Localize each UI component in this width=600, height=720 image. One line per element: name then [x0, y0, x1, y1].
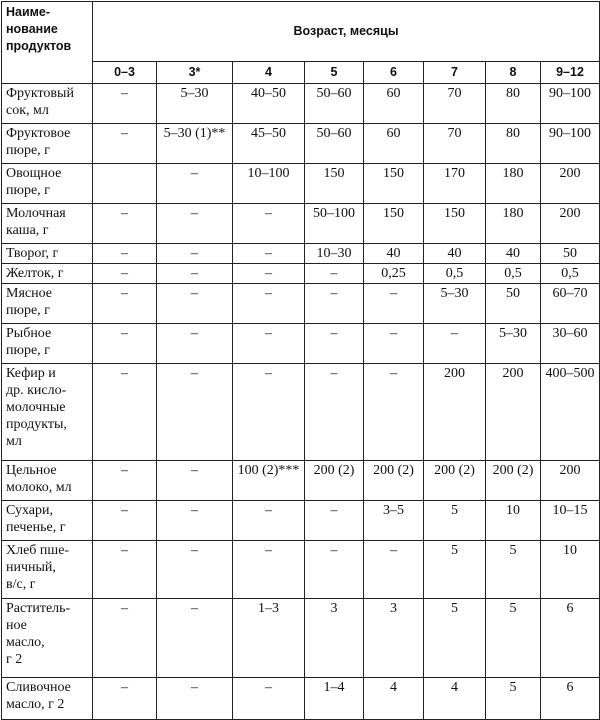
header-name-line: Наиме-: [6, 5, 51, 19]
header-name-line: нование: [6, 22, 58, 36]
value-cell: 5–30: [486, 324, 541, 364]
value-cell: 50–60: [305, 124, 364, 164]
value-cell: –: [424, 324, 486, 364]
value-cell: –: [305, 541, 364, 599]
value-cell: 200: [541, 164, 600, 204]
product-name-cell: [2, 324, 93, 364]
value-cell: –: [93, 284, 157, 324]
table-row: [2, 284, 600, 324]
value-cell: 200 (2): [486, 461, 541, 501]
age-header: 0–3: [93, 62, 157, 84]
value-cell: 70: [424, 84, 486, 124]
product-name-cell: [2, 164, 93, 204]
column-header-product: [2, 2, 93, 84]
value-cell: –: [305, 284, 364, 324]
table-row: [2, 244, 600, 264]
table-row: [2, 501, 600, 541]
value-cell: –: [93, 678, 157, 720]
product-name-line: пюре, г: [6, 303, 50, 318]
product-name-line: г 2: [6, 652, 23, 667]
value-cell: 3: [364, 599, 424, 678]
table-row: [2, 324, 600, 364]
value-cell: 70: [424, 124, 486, 164]
value-cell: 200 (2): [424, 461, 486, 501]
value-cell: 5: [486, 599, 541, 678]
product-name-cell: [2, 541, 93, 599]
value-cell: 10–30: [305, 244, 364, 264]
product-name-line: продукты,: [6, 417, 67, 432]
value-cell: 40: [486, 244, 541, 264]
age-header: 7: [424, 62, 486, 84]
value-cell: –: [93, 599, 157, 678]
product-name-line: Овощное: [6, 166, 62, 181]
product-name-line: сок, мл: [6, 103, 49, 118]
product-name-line: Цельное: [6, 463, 57, 478]
value-cell: –: [233, 284, 305, 324]
value-cell: –: [157, 244, 233, 264]
value-cell: 5: [486, 541, 541, 599]
value-cell: 6: [541, 599, 600, 678]
value-cell: 40: [364, 244, 424, 264]
product-name-line: молочные: [6, 400, 66, 415]
value-cell: –: [157, 541, 233, 599]
product-name-line: Кефир и: [6, 366, 56, 381]
value-cell: 150: [364, 164, 424, 204]
table-row: [2, 678, 600, 720]
value-cell: 200 (2): [364, 461, 424, 501]
value-cell: 200: [424, 364, 486, 461]
product-name-line: Творог, г: [6, 246, 59, 261]
feeding-table: [1, 1, 600, 720]
product-name-line: пюре, г: [6, 143, 50, 158]
value-cell: –: [233, 204, 305, 244]
product-name-line: Сухари,: [6, 503, 54, 518]
value-cell: –: [233, 364, 305, 461]
table-row: [2, 164, 600, 204]
value-cell: –: [93, 204, 157, 244]
value-cell: –: [305, 364, 364, 461]
product-name-line: пюре, г: [6, 183, 50, 198]
value-cell: 10: [486, 501, 541, 541]
value-cell: 5: [486, 678, 541, 720]
value-cell: 400–500: [541, 364, 600, 461]
value-cell: –: [233, 501, 305, 541]
value-cell: –: [157, 678, 233, 720]
product-name-line: печенье, г: [6, 520, 66, 535]
value-cell: –: [364, 324, 424, 364]
value-cell: 50: [486, 284, 541, 324]
table-row: [2, 599, 600, 678]
value-cell: 150: [424, 204, 486, 244]
value-cell: 10: [541, 541, 600, 599]
product-name-line: молоко, мл: [6, 480, 72, 495]
value-cell: 80: [486, 124, 541, 164]
age-header: 4: [233, 62, 305, 84]
value-cell: 200: [541, 204, 600, 244]
value-cell: –: [93, 244, 157, 264]
product-name-line: Желток, г: [6, 266, 64, 281]
table-body: [2, 84, 600, 720]
product-name-line: Мясное: [6, 286, 52, 301]
value-cell: –: [93, 541, 157, 599]
column-header-age: Возраст, месяцы: [93, 2, 600, 62]
product-name-line: ничный,: [6, 560, 56, 575]
value-cell: –: [305, 324, 364, 364]
value-cell: 45–50: [233, 124, 305, 164]
value-cell: –: [93, 461, 157, 501]
product-name-cell: [2, 264, 93, 284]
value-cell: –: [233, 324, 305, 364]
value-cell: –: [157, 599, 233, 678]
value-cell: 4: [424, 678, 486, 720]
value-cell: 150: [305, 164, 364, 204]
value-cell: –: [93, 364, 157, 461]
value-cell: [93, 164, 157, 204]
value-cell: 5–30 (1)**: [157, 124, 233, 164]
value-cell: –: [233, 264, 305, 284]
value-cell: –: [364, 284, 424, 324]
product-name-line: Хлеб пше-: [6, 543, 70, 558]
value-cell: –: [93, 264, 157, 284]
product-name-line: Фруктовое: [6, 126, 71, 141]
value-cell: –: [93, 501, 157, 541]
value-cell: –: [364, 541, 424, 599]
value-cell: 1–4: [305, 678, 364, 720]
product-name-line: масло, г 2: [6, 697, 65, 712]
value-cell: 90–100: [541, 124, 600, 164]
value-cell: –: [157, 284, 233, 324]
product-name-line: Раститель-: [6, 601, 71, 616]
value-cell: 90–100: [541, 84, 600, 124]
value-cell: –: [233, 244, 305, 264]
value-cell: 10–15: [541, 501, 600, 541]
value-cell: 30–60: [541, 324, 600, 364]
value-cell: –: [157, 461, 233, 501]
table-row: [2, 124, 600, 164]
value-cell: –: [93, 324, 157, 364]
value-cell: 60: [364, 124, 424, 164]
value-cell: 3–5: [364, 501, 424, 541]
value-cell: 200 (2): [305, 461, 364, 501]
value-cell: –: [233, 541, 305, 599]
value-cell: 50: [541, 244, 600, 264]
value-cell: 0,5: [486, 264, 541, 284]
value-cell: 5–30: [424, 284, 486, 324]
value-cell: 5: [424, 541, 486, 599]
product-name-cell: [2, 244, 93, 264]
value-cell: –: [157, 501, 233, 541]
product-name-cell: [2, 284, 93, 324]
value-cell: –: [157, 264, 233, 284]
value-cell: 5–30: [157, 84, 233, 124]
value-cell: 80: [486, 84, 541, 124]
product-name-line: др. кисло-: [6, 383, 67, 398]
product-name-line: Рыбное: [6, 326, 52, 341]
value-cell: –: [305, 501, 364, 541]
value-cell: 5: [424, 501, 486, 541]
product-name-cell: [2, 501, 93, 541]
header-name-line: продуктов: [6, 39, 72, 53]
value-cell: 10–100: [233, 164, 305, 204]
product-name-cell: [2, 364, 93, 461]
value-cell: 150: [364, 204, 424, 244]
age-header: 5: [305, 62, 364, 84]
value-cell: –: [157, 204, 233, 244]
value-cell: –: [364, 364, 424, 461]
product-name-line: мл: [6, 434, 22, 449]
value-cell: –: [157, 324, 233, 364]
table-row: [2, 84, 600, 124]
value-cell: –: [157, 164, 233, 204]
value-cell: 0,5: [424, 264, 486, 284]
product-name-line: каша, г: [6, 223, 49, 238]
product-name-line: ное: [6, 618, 27, 633]
product-name-cell: [2, 678, 93, 720]
value-cell: 180: [486, 204, 541, 244]
table-row: [2, 204, 600, 244]
product-name-line: Фруктовый: [6, 86, 74, 101]
product-name-cell: [2, 84, 93, 124]
value-cell: 0,25: [364, 264, 424, 284]
value-cell: 50–60: [305, 84, 364, 124]
product-name-cell: [2, 124, 93, 164]
product-name-line: Молочная: [6, 206, 66, 221]
product-name-line: Сливочное: [6, 680, 71, 695]
value-cell: –: [157, 364, 233, 461]
product-name-cell: [2, 204, 93, 244]
value-cell: 60: [364, 84, 424, 124]
product-name-cell: [2, 599, 93, 678]
value-cell: 40: [424, 244, 486, 264]
age-header: 3*: [157, 62, 233, 84]
age-header: 8: [486, 62, 541, 84]
table-row: [2, 264, 600, 284]
value-cell: 200: [486, 364, 541, 461]
value-cell: 170: [424, 164, 486, 204]
value-cell: 0,5: [541, 264, 600, 284]
age-header: 9–12: [541, 62, 600, 84]
value-cell: 40–50: [233, 84, 305, 124]
value-cell: 100 (2)***: [233, 461, 305, 501]
table-row: [2, 541, 600, 599]
product-name-line: в/с, г: [6, 577, 36, 592]
value-cell: –: [305, 264, 364, 284]
value-cell: 50–100: [305, 204, 364, 244]
value-cell: 180: [486, 164, 541, 204]
value-cell: –: [233, 678, 305, 720]
value-cell: 60–70: [541, 284, 600, 324]
product-name-line: масло,: [6, 635, 45, 650]
value-cell: 5: [424, 599, 486, 678]
value-cell: 1–3: [233, 599, 305, 678]
product-name-cell: [2, 461, 93, 501]
value-cell: 6: [541, 678, 600, 720]
value-cell: –: [93, 84, 157, 124]
value-cell: 3: [305, 599, 364, 678]
table-row: [2, 364, 600, 461]
value-cell: 4: [364, 678, 424, 720]
value-cell: –: [93, 124, 157, 164]
age-header: 6: [364, 62, 424, 84]
table-row: [2, 461, 600, 501]
product-name-line: пюре, г: [6, 343, 50, 358]
value-cell: 200: [541, 461, 600, 501]
